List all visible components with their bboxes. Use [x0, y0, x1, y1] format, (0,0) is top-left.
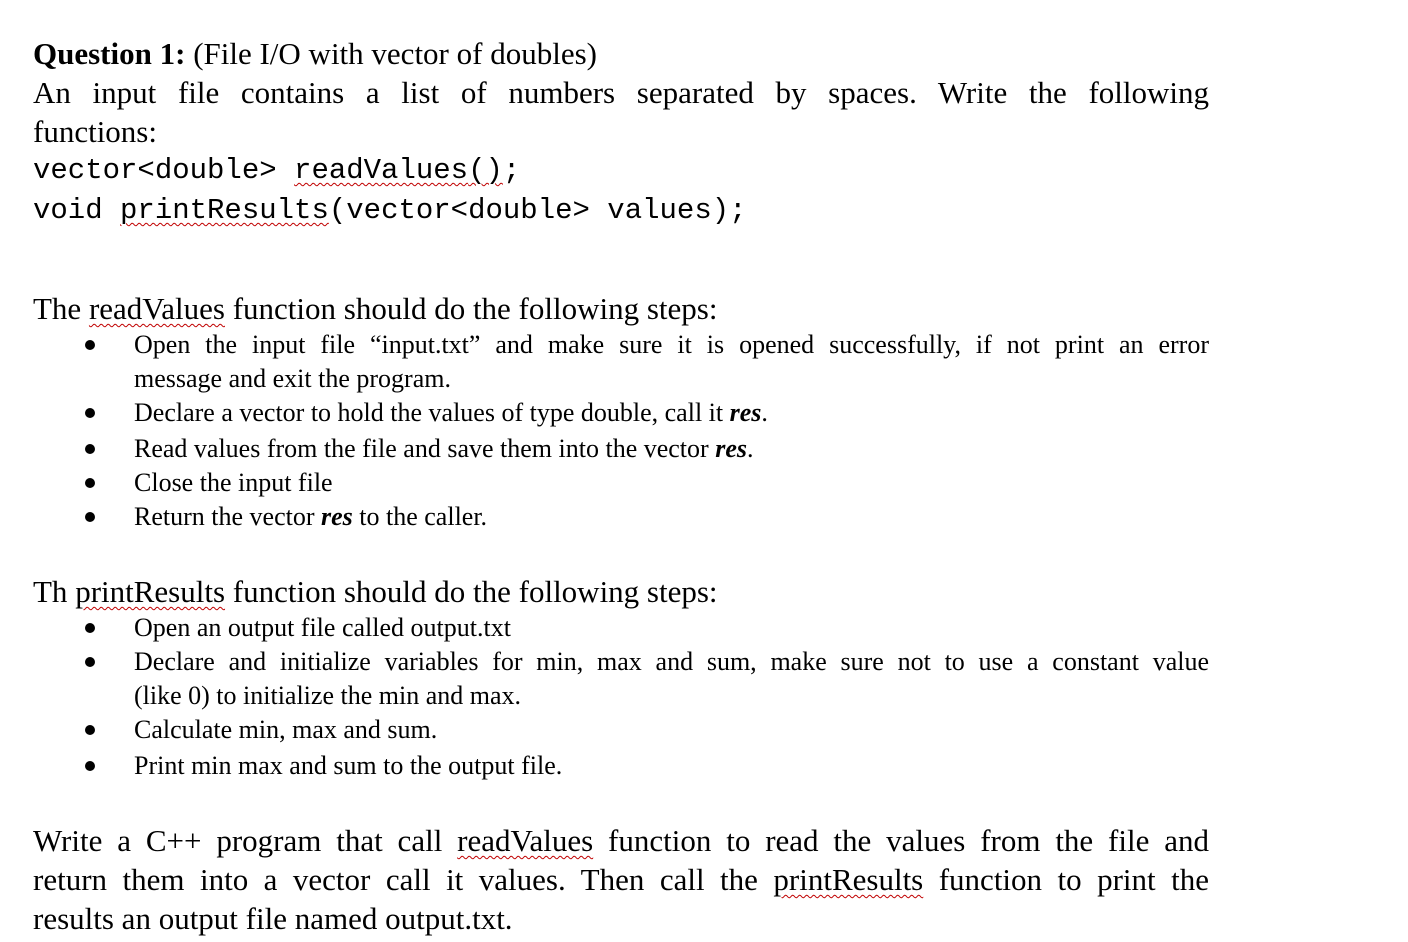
closing-text: function to read the values from the file and [593, 823, 1209, 858]
list-item [33, 432, 1209, 466]
step-text-cont: (like 0) to initialize the min and max. [134, 681, 522, 710]
list-item [33, 466, 1209, 500]
list-item [33, 645, 1209, 713]
step-text-cont: message and exit the program. [134, 364, 451, 393]
code-void: void [33, 194, 121, 227]
document-body [33, 34, 1209, 938]
closing-func-printresults: printResults [773, 862, 924, 897]
closing-text: Write a C++ program that call [33, 823, 458, 858]
list-item [33, 328, 1209, 396]
title-suffix: function should do the following steps: [225, 574, 718, 609]
bullet-icon [85, 408, 95, 418]
readvalues-section-title [33, 289, 1209, 328]
code-params: (vector<double> values); [328, 194, 747, 227]
code-parens: () [468, 154, 503, 187]
closing-text: return them into a vector call it values. Then call the [33, 862, 774, 897]
bullet-icon [85, 761, 95, 771]
step-text: Return the vector [134, 502, 321, 531]
step-text-end: . [761, 398, 768, 427]
question-heading [33, 34, 1209, 73]
step-text: Declare and initialize variables for min, max and sum, make sure not to use a constant value [134, 647, 1209, 676]
closing-paragraph [33, 821, 1209, 938]
bullet-icon [85, 512, 95, 522]
step-text: Close the input file [134, 468, 333, 497]
step-text-end: to the caller. [352, 502, 488, 531]
var-res: res [321, 502, 353, 531]
step-text: Open an output file called output.txt [134, 613, 511, 642]
code-func-readvalues: readValues [294, 154, 469, 187]
bullet-icon [85, 623, 95, 633]
closing-line-1 [33, 821, 1209, 860]
bullet-icon [85, 444, 95, 454]
code-line-readvalues [33, 151, 1209, 191]
intro-line-1: An input file contains a list of numbers separated by spaces. Write the following [33, 75, 1209, 110]
var-res: res [729, 398, 762, 427]
bullet-icon [85, 725, 95, 735]
code-line-printresults [33, 191, 1209, 231]
list-item [33, 749, 1209, 783]
closing-line-3: results an output file named output.txt. [33, 901, 513, 936]
printresults-section-title [33, 572, 1209, 611]
code-func-printresults: printResults [120, 194, 329, 227]
step-text-end: . [746, 434, 754, 463]
list-item [33, 611, 1209, 645]
step-text: Read values from the file and save them into the vector [134, 434, 716, 463]
intro-line-2: functions: [33, 114, 157, 149]
printresults-steps-list [33, 611, 1209, 783]
question-label: Question 1: [33, 36, 186, 71]
bullet-icon [85, 657, 95, 667]
step-text: Declare a vector to hold the values of type double, call it [134, 398, 730, 427]
closing-func-readvalues: readValues [457, 823, 594, 858]
step-text: Calculate min, max and sum. [134, 715, 438, 744]
title-prefix: The [33, 291, 89, 326]
closing-line-2 [33, 860, 1209, 899]
step-text: Print min max and sum to the output file. [134, 751, 563, 780]
title-prefix: Th [33, 574, 76, 609]
list-item [33, 500, 1209, 534]
list-item [33, 396, 1209, 430]
bullet-icon [85, 340, 95, 350]
code-semicolon: ; [502, 154, 521, 187]
code-return-type: vector<double> [33, 154, 295, 187]
title-func-readvalues: readValues [88, 291, 225, 326]
var-res: res [715, 434, 747, 463]
list-item [33, 713, 1209, 747]
closing-text: function to print the [923, 862, 1210, 897]
step-text: Open the input file “input.txt” and make sure it is opened successfully, if not print an error [134, 330, 1209, 359]
question-title: (File I/O with vector of doubles) [185, 36, 597, 71]
readvalues-steps-list [33, 328, 1209, 534]
title-suffix: function should do the following steps: [224, 291, 718, 326]
bullet-icon [85, 478, 95, 488]
title-func-printresults: printResults [75, 574, 226, 609]
